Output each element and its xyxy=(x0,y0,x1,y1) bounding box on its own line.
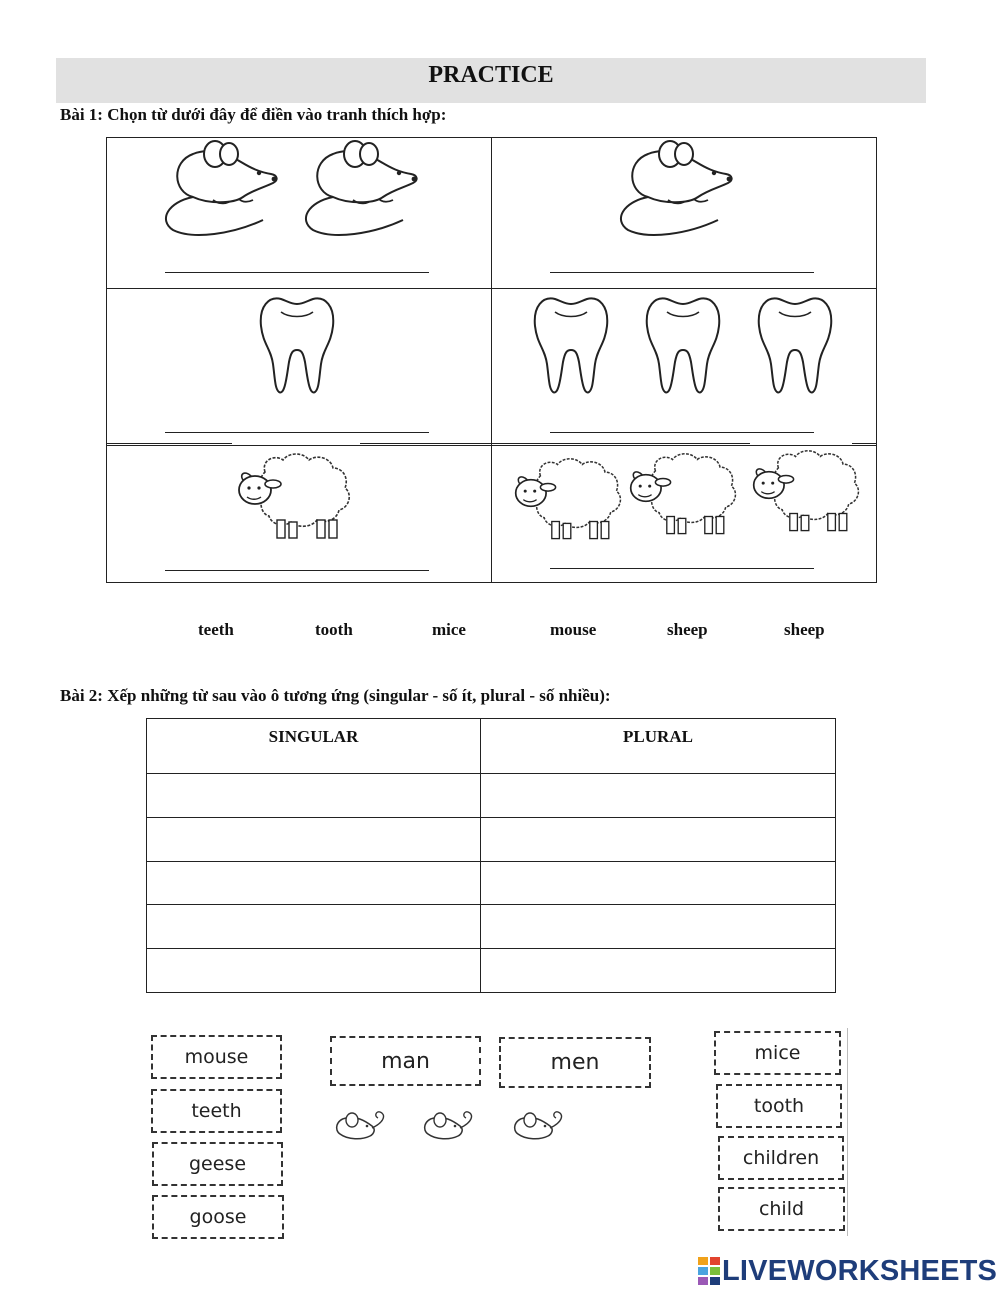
singular-drop-cell[interactable] xyxy=(147,949,481,993)
word-bank-item: sheep xyxy=(784,620,825,639)
word-card[interactable]: teeth xyxy=(151,1089,282,1133)
column-header-singular: SINGULAR xyxy=(147,719,481,774)
word-card[interactable]: geese xyxy=(152,1142,283,1186)
word-bank-item: mouse xyxy=(550,620,597,639)
mouse-icon xyxy=(418,1112,490,1150)
grid-divider xyxy=(491,138,492,582)
plural-drop-cell[interactable] xyxy=(481,774,836,818)
tooth-icon xyxy=(259,294,339,398)
sheep-icon xyxy=(748,447,868,537)
mouse-icon xyxy=(618,142,748,242)
sheep-icon xyxy=(625,450,745,540)
grid-divider xyxy=(107,288,876,289)
singular-drop-cell[interactable] xyxy=(147,774,481,818)
exercise1-instruction: Bài 1: Chọn từ dưới đây để điền vào tranh thích hợp: xyxy=(60,105,447,124)
word-card[interactable]: goose xyxy=(152,1195,284,1239)
word-card[interactable]: men xyxy=(499,1037,651,1088)
singular-drop-cell[interactable] xyxy=(147,861,481,905)
liveworksheets-logo xyxy=(698,1256,997,1286)
grid-divider xyxy=(107,445,876,446)
answer-line[interactable] xyxy=(165,432,429,433)
sheep-icon xyxy=(510,455,630,545)
tooth-icon xyxy=(645,294,725,398)
sheep-icon xyxy=(233,450,363,545)
brand-name: LIVEWORKSHEETS xyxy=(722,1254,998,1287)
answer-line[interactable] xyxy=(165,570,429,571)
plural-drop-cell[interactable] xyxy=(481,905,836,949)
divider-fragment xyxy=(360,443,750,444)
answer-line[interactable] xyxy=(550,432,814,433)
card-column-edge xyxy=(847,1028,848,1236)
word-card[interactable]: mice xyxy=(714,1031,841,1075)
mouse-icon xyxy=(330,1112,402,1150)
divider-fragment xyxy=(106,443,232,444)
answer-line[interactable] xyxy=(165,272,429,273)
word-bank-item: sheep xyxy=(667,620,708,639)
word-card[interactable]: mouse xyxy=(151,1035,282,1079)
word-card[interactable]: man xyxy=(330,1036,481,1086)
word-bank-item: tooth xyxy=(315,620,353,639)
plural-drop-cell[interactable] xyxy=(481,949,836,993)
singular-drop-cell[interactable] xyxy=(147,817,481,861)
mouse-icon xyxy=(163,142,293,242)
singular-drop-cell[interactable] xyxy=(147,905,481,949)
liveworksheets-mark-icon xyxy=(698,1257,722,1285)
divider-fragment xyxy=(852,443,877,444)
plural-drop-cell[interactable] xyxy=(481,861,836,905)
answer-line[interactable] xyxy=(550,568,814,569)
title-bar xyxy=(56,58,926,103)
word-card[interactable]: tooth xyxy=(716,1084,842,1128)
tooth-icon xyxy=(757,294,837,398)
word-card[interactable]: children xyxy=(718,1136,844,1180)
word-card[interactable]: child xyxy=(718,1187,845,1231)
answer-line[interactable] xyxy=(550,272,814,273)
word-bank-item: mice xyxy=(432,620,466,639)
plural-drop-cell[interactable] xyxy=(481,817,836,861)
column-header-plural: PLURAL xyxy=(481,719,836,774)
word-bank-item: teeth xyxy=(198,620,234,639)
tooth-icon xyxy=(533,294,613,398)
mouse-icon xyxy=(303,142,433,242)
mouse-icon xyxy=(508,1112,580,1150)
exercise2-instruction: Bài 2: Xếp những từ sau vào ô tương ứng (singular - số ít, plural - số nhiều): xyxy=(60,686,611,705)
page-title: PRACTICE xyxy=(428,62,554,88)
singular-plural-table xyxy=(146,718,836,993)
